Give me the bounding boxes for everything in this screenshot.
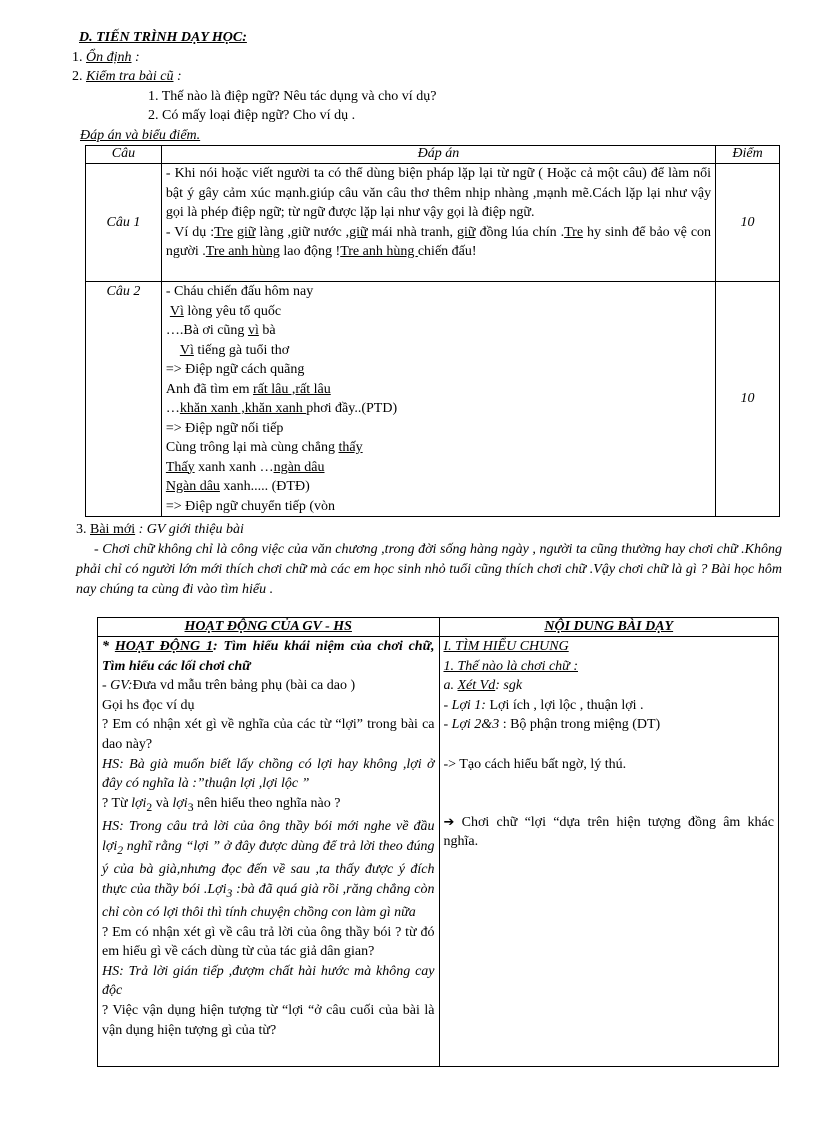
question: ? Em có nhận xét gì về câu trả lời của ông thầy bói ? từ đó em hiểu gì về cách dùng từ của tác giả dân gian? (102, 924, 435, 960)
poem-note: => Điệp ngữ chuyển tiếp (vòn (165, 498, 336, 514)
lesson-table (97, 617, 779, 1067)
row1-question: Câu 1 (86, 164, 162, 282)
content-subheading: 1. Thế nào là chơi chữ : (443, 658, 578, 674)
content-conclusion: ➔ Chơi chữ “lợi “dựa trên hiện tượng đồng âm khác nghĩa. (443, 814, 774, 850)
section-heading (79, 28, 247, 47)
poem-line: ….Bà ơi cũng vì bà (165, 323, 276, 338)
content-loi23: - Lợi 2&3 : Bộ phận trong miệng (DT) (443, 717, 661, 733)
s2-num: 2. (72, 69, 83, 84)
section-1 (72, 48, 140, 67)
header-score: Điểm (716, 146, 780, 164)
question-1: 1. Thế nào là điệp ngữ? Nêu tác dụng và cho ví dụ? (148, 89, 437, 104)
activities-cell (98, 637, 440, 1067)
gv-line: - GV:Đưa vd mẫu trên bảng phụ (bài ca dao ) (102, 678, 356, 694)
heading-text: D. TIẾN TRÌNH DẠY HỌC: (79, 30, 247, 45)
row1-definition: - Khi nói hoặc viết người ta có thể dùng biện pháp lặp lại từ ngữ ( Hoặc cả một câu) để làm nổi bật ý gây cảm xúc mạnh.giúp câu văn câu thơ thêm nhịp nhàng ,mạnh mẽ.Cách lặp lại như vậy gọi là phép điệp ngữ; từ ngữ được lặp lại như vậy gọi là điệp ngữ. (165, 166, 712, 220)
question: ? Từ lợi$_2$ và lợi$_3$ nên hiểu theo nghĩa nào ? (102, 795, 341, 814)
content-cell (439, 637, 779, 1067)
poem-line: Cùng trông lại mà cùng chẳng thấy (165, 440, 363, 455)
header-question: Câu (86, 146, 162, 164)
s2-label: Kiểm tra bài cũ (86, 69, 174, 84)
s1-num: 1. (72, 50, 83, 65)
arrow-right-icon: ➔ (443, 814, 455, 830)
question-2: 2. Có mấy loại điệp ngữ? Cho ví dụ . (148, 108, 356, 123)
poem-line: Ngàn dâu xanh..... (ĐTĐ) (165, 479, 310, 494)
header-content: NỘI DUNG BÀI DẠY (439, 618, 779, 637)
content-effect: -> Tạo cách hiểu bất ngờ, lý thú. (443, 756, 627, 772)
question: ? Em có nhận xét gì về nghĩa của các từ “lợi” trong bài ca dao này? (102, 717, 435, 752)
row2-question: Câu 2 (86, 282, 162, 517)
s3-label: Bài mới (90, 522, 136, 537)
activity-title: * HOẠT ĐỘNG 1: Tìm hiểu khái niệm của chơi chữ, Tìm hiểu các lối chơi chữ (102, 639, 435, 674)
row1-example: - Ví dụ :Tre giữ làng ,giữ nước ,giữ mái nhà tranh, giữ đồng lúa chín .Tre hy sinh để bảo vệ con người .Tre anh hùng lao động !Tre anh hùng chiến đấu! (165, 224, 712, 259)
poem-line: Anh đã tìm em rất lâu ,rất lâu (165, 381, 331, 397)
s1-colon: : (135, 50, 140, 65)
row1-answer (161, 164, 715, 282)
intro-paragraph: - Chơi chữ không chỉ là công việc của văn chương ,trong đời sống hàng ngày , người ta cũng thường hay chơi chữ .Không phải chỉ có người lớn mới thích chơi chữ mà các em học sinh nhỏ tuổi cũng thích chơi chữ .Vậy chơi chữ là gì ? Bài học hôm nay chúng ta cùng đi vào tìm hiểu . (76, 542, 782, 597)
answer-table (85, 145, 780, 517)
s2-colon: : (177, 69, 182, 84)
poem-line: Thấy xanh xanh …ngàn dâu (165, 459, 325, 475)
section-2 (72, 67, 182, 86)
header-activities: HOẠT ĐỘNG CỦA GV - HS (98, 618, 440, 637)
content-heading: I. TÌM HIỂU CHUNG (443, 639, 569, 654)
hs-answer: HS: Bà già muốn biết lấy chồng có lợi hay không ,lợi ở đây có nghĩa là :”thuận lợi ,lợi lộc ” (102, 756, 435, 792)
gv-line: Gọi hs đọc ví dụ (102, 697, 195, 713)
poem-note: => Điệp ngữ cách quãng (165, 362, 305, 377)
header-answer: Đáp án (161, 146, 715, 164)
section-3: 3. Bài mới : GV giới thiệu bài (76, 522, 244, 537)
row1-score: 10 (716, 164, 780, 282)
row2-answer (161, 282, 715, 517)
s1-label: Ổn định (86, 50, 132, 65)
poem-line: Vì tiếng gà tuổi thơ (179, 342, 290, 358)
hs-answer: HS: Trong câu trả lời của ông thầy bói mới nghe về đầu lợi$_2$ nghĩ rằng “lợi ” ở đây được dùng để trả lời theo đúng ý của bà già,nhưng đọc đến về sau ,ta thấy được ý đích thực của thầy bói .Lợi$_3$ :bà đã quá già rồi ,răng chẳng còn chỉ còn có lợi thôi thì tính chuyện chồng con làm gì nữa (102, 819, 435, 921)
poem-note: => Điệp ngữ nối tiếp (165, 420, 284, 436)
content-loi1: - Lợi 1: Lợi ích , lợi lộc , thuận lợi . (443, 697, 644, 713)
answer-key-title: Đáp án và biểu điểm. (80, 128, 201, 143)
poem-line: …khăn xanh ,khăn xanh phơi đầy..(PTD) (165, 401, 398, 416)
content-example: a. Xét Vd: sgk (443, 678, 523, 694)
poem-line: - Cháu chiến đấu hôm nay (165, 284, 314, 299)
hs-answer: HS: Trả lời gián tiếp ,đượm chất hài hước mà không cay độc (102, 963, 435, 999)
row2-score: 10 (716, 282, 780, 517)
question: ? Việc vận dụng hiện tượng từ “lợi “ở câu cuối của bài là vận dụng hiện tượng gì của từ? (102, 1003, 435, 1038)
poem-line: Vì lòng yêu tổ quốc (169, 303, 282, 319)
